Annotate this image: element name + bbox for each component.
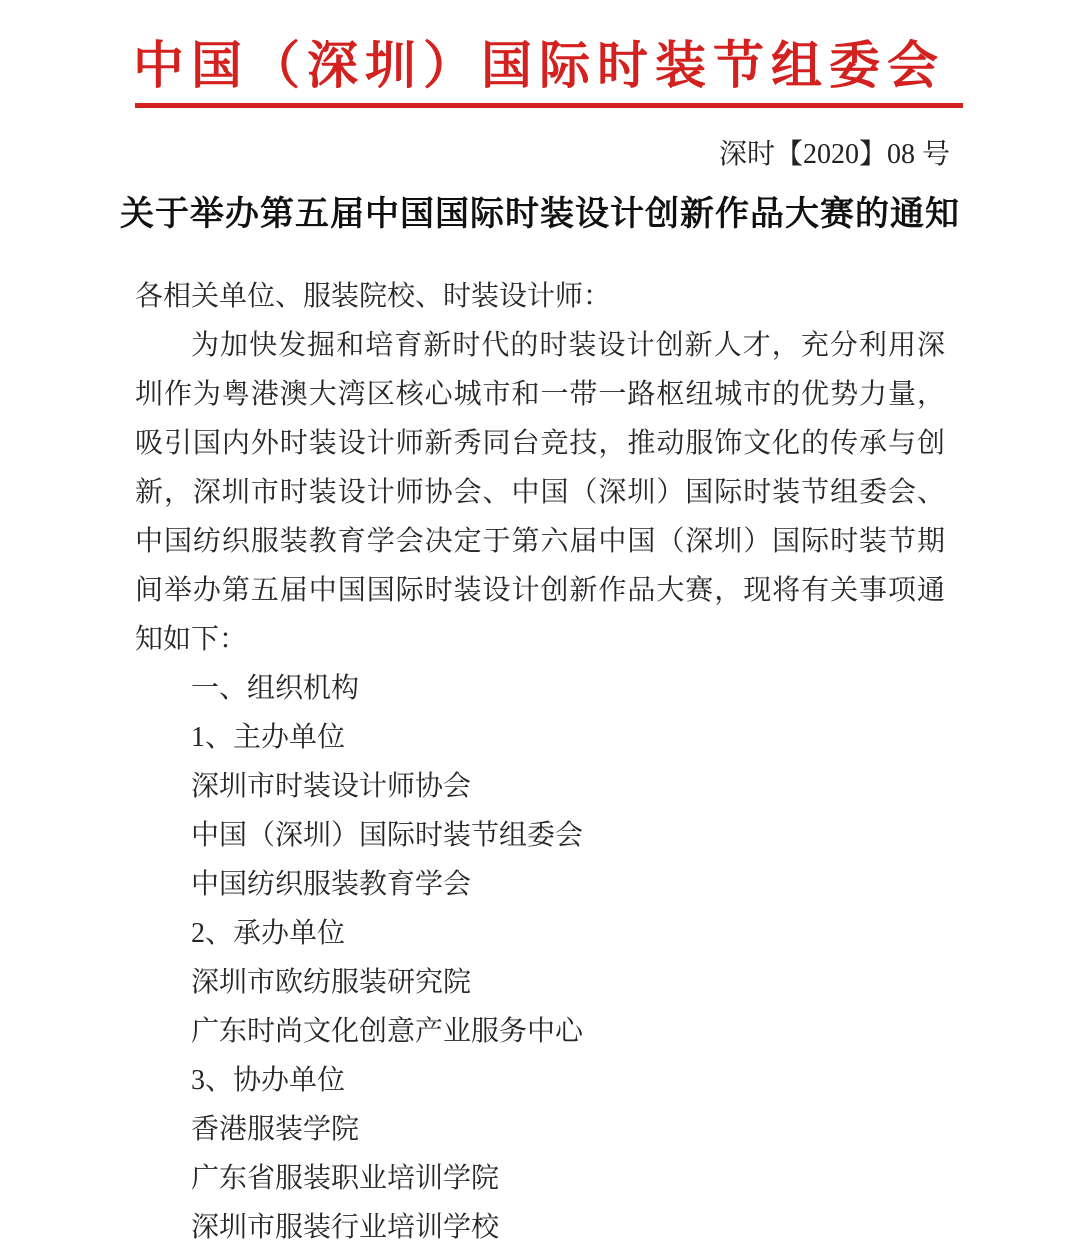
letterhead-org-title: 中国（深圳）国际时装节组委会: [133, 39, 946, 95]
notice-body: [135, 272, 945, 1250]
document-number: 深时【2020】08 号: [718, 139, 950, 170]
organization-list: [135, 664, 945, 1250]
list-item: 广东时尚文化创意产业服务中心: [191, 1016, 584, 1047]
letterhead-red-divider: [135, 103, 963, 108]
salutation-line: 各相关单位、服装院校、时装设计师：: [135, 281, 612, 312]
list-item: 深圳市时装设计师协会: [191, 771, 472, 802]
list-item: 1、主办单位: [191, 722, 346, 753]
list-item: 2、承办单位: [191, 918, 346, 949]
intro-paragraph: 为加快发掘和培育新时代的时装设计创新人才，充分利用深圳作为粤港澳大湾区核心城市和一带一路枢纽城市的优势力量，吸引国内外时装设计师新秀同台竞技，推动服饰文化的传承与创新，深圳市时装设计师协会、中国（深圳）国际时装节组委会、中国纺织服装教育学会决定于第六届中国（深圳）国际时装节期间举办第五届中国国际时装设计创新作品大赛，现将有关事项通知如下：: [135, 330, 945, 655]
notice-title: 关于举办第五届中国国际时装设计创新作品大赛的通知: [120, 196, 960, 233]
list-item: 3、协办单位: [191, 1065, 346, 1096]
list-item: 广东省服装职业培训学院: [191, 1163, 500, 1194]
list-item: 香港服装学院: [191, 1114, 360, 1145]
list-item: 一、组织机构: [191, 673, 360, 704]
list-item: 中国纺织服装教育学会: [191, 869, 472, 900]
list-item: 深圳市欧纺服装研究院: [191, 967, 472, 998]
list-item: 深圳市服装行业培训学校: [191, 1212, 500, 1243]
list-item: 中国（深圳）国际时装节组委会: [191, 820, 584, 851]
